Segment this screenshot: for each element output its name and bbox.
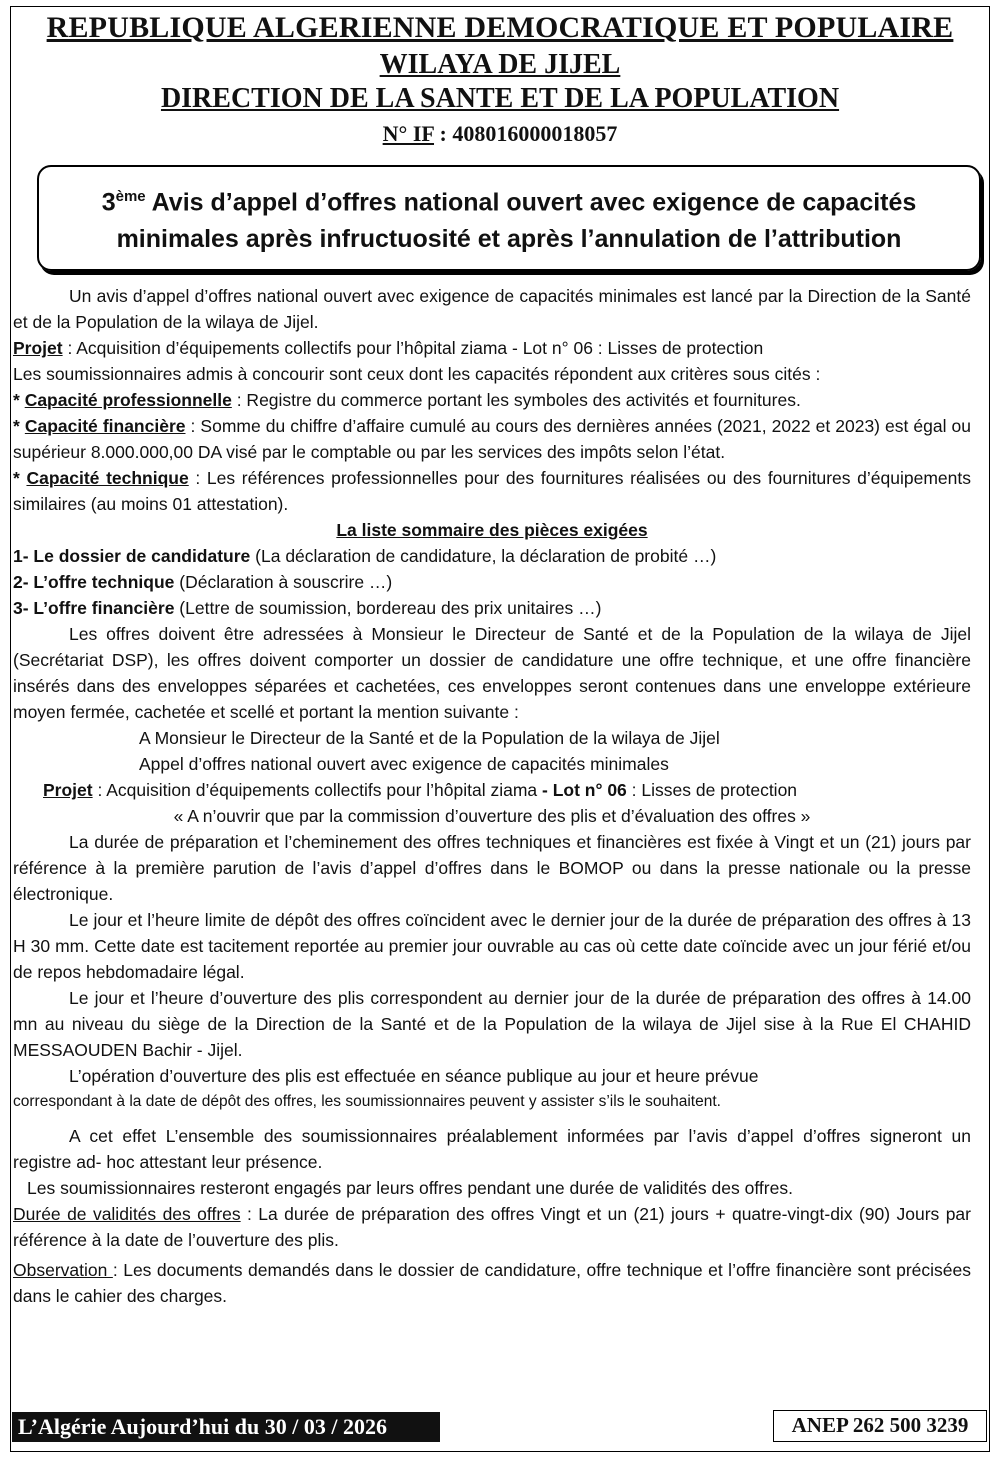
notice-body [13,283,971,1309]
validite-label: Durée de validités des offres [13,1204,241,1224]
direction-heading: DIRECTION DE LA SANTE ET DE LA POPULATION [160,83,840,114]
list-item-1 [13,543,971,569]
intro-paragraph: Un avis d’appel d’offres national ouvert avec exigence de capacités minimales est lancé par la Direction de la Santé et de la Population de la wilaya de Jijel. [13,286,971,332]
projet-line [13,335,971,361]
capacite-technique: * Capacité technique : Les références professionnelles pour des fournitures réalisées ou des fournitures d’équipements similaires (au moins 01 attestation). [13,468,971,514]
observation-line [13,1257,971,1309]
notice-title [59,179,959,256]
wilaya-heading: WILAYA DE JIJEL [379,49,621,80]
item2-label: 2- L’offre technique [13,572,175,592]
list-item-2 [13,569,971,595]
address-line-1: A Monsieur le Directeur de la Santé et de la Population de la wilaya de Jijel [139,728,720,748]
cap-fin-text: : Somme du chiffre d’affaire cumulé au cours des dernières années (2021, 2022 et 2023) est égal ou supérieur 8.000.000,00 DA visé par le comptable ou par les services des impôts selon l’état. [13,416,971,462]
admis-line: Les soumissionnaires admis à concourir sont ceux dont les capacités répondent aux critères sous cités : [13,364,821,384]
effet-paragraph: A cet effet L’ensemble des soumissionnaires préalablement informées par l’avis d’appel d’offres signeront un registre ad- hoc attestant leur présence. [13,1126,971,1172]
nouvrir-line: « A n’ouvrir que par la commission d’ouverture des plis et d’évaluation des offres » [173,806,811,826]
validite-text: : La durée de préparation des offres Vingt et un (21) jours + quatre-vingt-dix (90) Jours par référence à la date de l’ouverture des plis. [13,1204,971,1250]
operation-line-b: correspondant à la date de dépôt des offres, les soumissionnaires peuvent y assister s’ils le souhaitent. [13,1093,721,1110]
projet2-label: Projet [43,780,93,800]
projet2-text-a: : Acquisition d’équipements collectifs pour l’hôpital ziama [92,780,543,800]
duree-paragraph: La durée de préparation et l’cheminement des offres techniques et financières est fixée à Vingt et un (21) jours par référence à la première parution de l’avis d’appel d’offres dans le BOMOP ou dans la presse nationale ou la presse électronique. [13,832,971,904]
offres-paragraph: Les offres doivent être adressées à Monsieur le Directeur de Santé et de la Population de la wilaya de Jijel (Secrétariat DSP), les offres doivent comporter un dossier de candidature une offre technique, et une offre financière insérés dans des enveloppes séparées et cachetées, ces enveloppes seront contenues dans une enveloppe extérieure moyen fermée, cachetée et scellé et portant la mention suivante : [13,624,971,722]
item3-label: 3- L’offre financière [13,598,175,618]
cap-tech-label: Capacité technique [26,468,189,488]
item3-text: (Lettre de soumission, bordereau des prix unitaires …) [174,598,602,618]
cap-pro-label: Capacité professionnelle [24,390,232,410]
validite-line [13,1201,971,1253]
title-box [37,165,981,271]
obs-text: : Les documents demandés dans le dossier de candidature, offre technique et l’offre financière sont précisées dans le cahier des charges. [13,1260,972,1306]
item1-text: (La déclaration de candidature, la déclaration de probité …) [250,546,717,566]
ouverture-paragraph: Le jour et l’heure d’ouverture des plis correspondent au dernier jour de la durée de préparation des offres à 14.00 mn au niveau du siège de la Direction de la Santé et de la Population de la wilaya de Jijel sise à la Rue El CHAHID MESSAOUDEN Bachir - Jijel. [13,988,971,1060]
item2-text: (Déclaration à souscrire …) [174,572,393,592]
liste-title: La liste sommaire des pièces exigées [336,520,648,540]
republic-heading: REPUBLIQUE ALGERIENNE DEMOCRATIQUE ET POPULAIRE [46,11,954,44]
projet2-text-b: : Lisses de protection [626,780,798,800]
cap-pro-text: : Registre du commerce portant les symboles des activités et fournitures. [231,390,801,410]
nif-line [11,121,989,147]
capacite-financiere: * Capacité financière : Somme du chiffre d’affaire cumulé au cours des dernières années (2021, 2022 et 2023) est égal ou supérieur 8.000.000,00 DA visé par le comptable ou par les services des impôts selon l’état. [13,416,971,462]
item1-label: 1- Le dossier de candidature [13,546,251,566]
projet-text: : Acquisition d’équipements collectifs pour l’hôpital ziama - Lot n° 06 : Lisses de protection [62,338,764,358]
capacite-professionnelle: * Capacité professionnelle : Registre du commerce portant les symboles des activités et fournitures. [13,390,801,410]
list-item-3 [13,595,971,621]
anep-reference: ANEP 262 500 3239 [773,1410,987,1442]
title-text: Avis d’appel d’offres national ouvert avec exigence de capacités minimales après infructuosité et après l’annulation de l’attribution [116,188,917,253]
operation-line-a: L’opération d’ouverture des plis est effectuée en séance publique au jour et heure prévue [69,1066,759,1086]
cap-tech-text: : Les références professionnelles pour des fournitures réalisées ou des fournitures d’équipements similaires (au moins 01 attestation). [13,468,971,514]
projet-label: Projet [13,338,63,358]
nif-value: : 408016000018057 [434,121,618,146]
depot-paragraph: Le jour et l’heure limite de dépôt des offres coïncident avec le dernier jour de la durée de préparation des offres à 13 H 30 mm. Cette date est tacitement reportée au premier jour ouvrable au cas où cette date coïncide avec un jour férié et/ou de repos hebdomadaire légal. [13,910,971,982]
newspaper-label: L’Algérie Aujourd’hui du 30 / 03 / 2026 [12,1412,440,1442]
projet-line-2 [13,777,971,803]
obs-label: Observation [13,1260,113,1280]
cap-fin-label: Capacité financière [24,416,186,436]
address-line-2: Appel d’offres national ouvert avec exigence de capacités minimales [139,754,669,774]
nif-label: N° IF [382,121,435,146]
engages-line: Les soumissionnaires resteront engagés par leurs offres pendant une durée de validités des offres. [27,1178,793,1198]
title-sup: ème [115,188,146,206]
title-prefix: 3 [101,188,116,217]
projet2-lot: - Lot n° 06 [542,780,627,800]
